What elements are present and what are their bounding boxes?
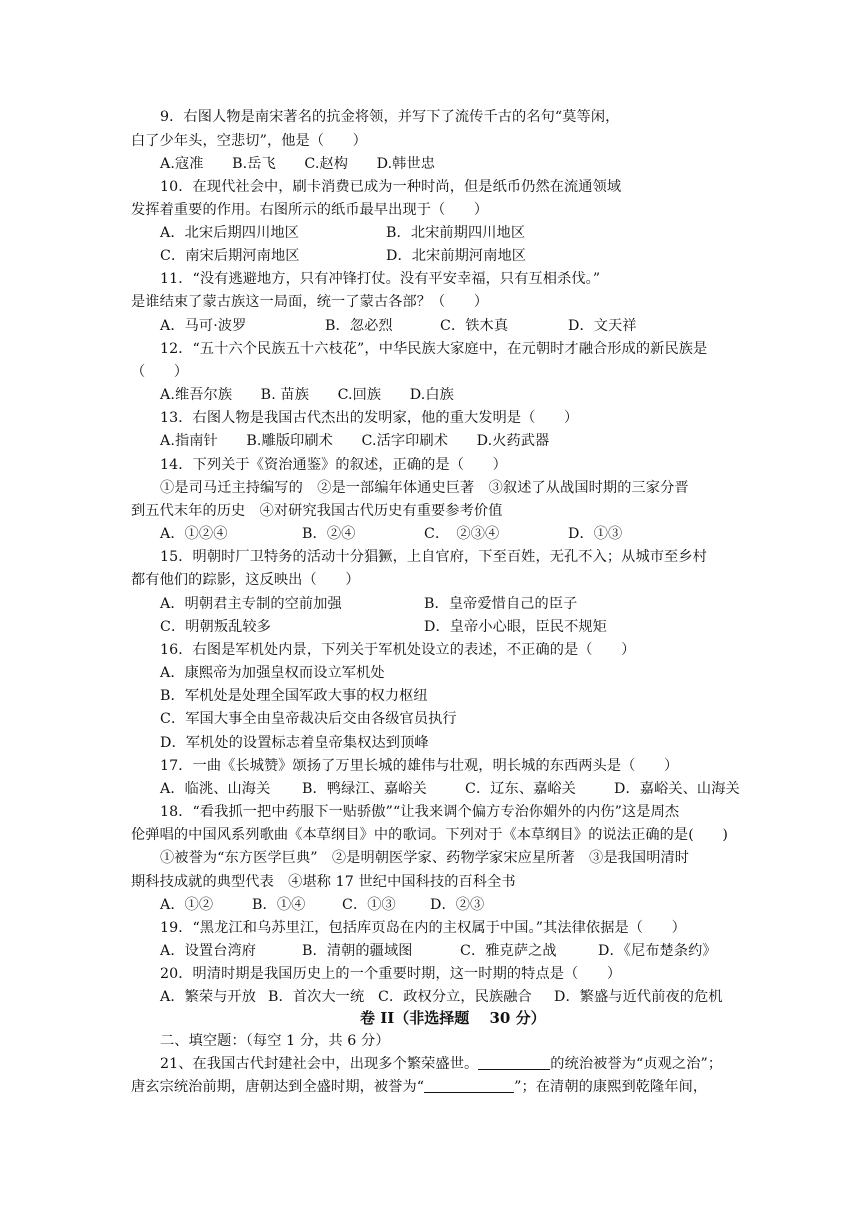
q14-option-a: A．①②④ xyxy=(160,526,228,542)
q11-option-b: B．忽必烈 xyxy=(325,318,393,334)
q11-stem-line1: 11．“没有逃避地方，只有冲锋打仗。没有平安幸福，只有互相杀伐。” xyxy=(160,271,601,287)
q19-stem-line1: 19．“黑龙江和乌苏里江，包括库页岛在内的主权属于中国。”其法律依据是（ ） xyxy=(160,920,686,936)
q10-option-b: B．北宋前期四川地区 xyxy=(386,225,526,241)
q18-option-c: C．①③ xyxy=(342,897,396,913)
q16-option-b: B．军机处是处理全国军政大事的权力枢纽 xyxy=(160,688,428,704)
q12-stem-line2: （ ） xyxy=(131,364,189,380)
q16-option-d: D．军机处的设置标志着皇帝集权达到顶峰 xyxy=(160,735,429,751)
q16-option-a: A．康熙帝为加强皇权而设立军机处 xyxy=(160,665,385,681)
q10-option-a: A．北宋后期四川地区 xyxy=(160,225,299,241)
q18-stem-line4: 期科技成就的典型代表 ④堪称 17 世纪中国科技的百科全书 xyxy=(131,874,516,890)
q10-option-d: D．北宋前期河南地区 xyxy=(386,248,527,264)
q11-option-a: A．马可·波罗 xyxy=(160,318,247,334)
q20-option-b: B．首次大一统 xyxy=(268,989,365,1005)
q16-option-c: C．军国大事全由皇帝裁决后交由各级官员执行 xyxy=(160,711,457,727)
q14-stem-line2: ①是司马迁主持编写的 ②是一部编年体通史巨著 ③叙述了从战国时期的三家分晋 xyxy=(160,480,689,496)
q21-line1-part-b: 的统治被誉为“贞观之治”； xyxy=(550,1056,723,1072)
q14-option-c: C． ②③④ xyxy=(424,526,500,542)
q14-option-d: D．①③ xyxy=(568,526,623,542)
q15-stem-line2: 都有他们的踪影，这反映出（ ） xyxy=(131,572,360,588)
q17-option-b: B．鸭绿江、嘉峪关 xyxy=(302,781,427,797)
q19-option-b: B．清朝的疆域图 xyxy=(302,943,413,959)
q19-option-c: C．雅克萨之战 xyxy=(460,943,557,959)
q14-stem-line3: 到五代末年的历史 ④对研究我国古代历史有重要参考价值 xyxy=(131,503,503,519)
q14-stem-line1: 14．下列关于《资治通鉴》的叙述，正确的是（ ） xyxy=(160,457,507,473)
q15-option-b: B．皇帝爱惜自己的臣子 xyxy=(424,596,578,612)
q17-option-c: C．辽东、嘉峪关 xyxy=(465,781,576,797)
q15-option-c: C．明朝叛乱较多 xyxy=(160,619,271,635)
q20-option-c: C．政权分立，民族融合 xyxy=(378,989,532,1005)
q10-option-c: C．南宋后期河南地区 xyxy=(160,248,300,264)
q18-stem-line3: ①被誉为“东方医学巨典” ②是明朝医学家、药物学家宋应星所著 ③是我国明清时 xyxy=(160,850,690,866)
q19-option-a: A．设置台湾府 xyxy=(160,943,257,959)
q20-option-d: D．繁盛与近代前夜的危机 xyxy=(554,989,723,1005)
q18-stem-line1: 18．“看我抓一把中药服下一贴骄傲”“让我来调个偏方专治你媚外的内伤”这是周杰 xyxy=(160,804,680,820)
q12-stem-line1: 12．“五十六个民族五十六枝花”，中华民族大家庭中，在元朝时才融合形成的新民族是 xyxy=(160,341,708,357)
q13-stem-line1: 13．右图人物是我国古代杰出的发明家，他的重大发明是（ ） xyxy=(160,410,579,426)
q21-line2-part-b: ”；在清朝的康熙到乾隆年间， xyxy=(514,1079,708,1095)
q21-line1-part-a: 21、在我国古代封建社会中，出现多个繁荣盛世。 xyxy=(160,1056,479,1072)
q9-options: A.寇准 B.岳飞 C.赵构 D.韩世忠 xyxy=(160,156,436,172)
q14-option-b: B．②④ xyxy=(302,526,356,542)
q18-option-a: A．①② xyxy=(160,897,214,913)
q16-stem-line1: 16．右图是军机处内景，下列关于军机处设立的表述，不正确的是（ ） xyxy=(160,642,636,658)
q21-line1 xyxy=(160,1055,722,1073)
q21-line2-part-a: 唐玄宗统治前期，唐朝达到全盛时期，被誉为“ xyxy=(131,1079,425,1095)
q10-stem-line2: 发挥着重要的作用。右图所示的纸币最早出现于（ ） xyxy=(131,202,489,218)
q19-option-d: D．《尼布楚条约》 xyxy=(598,943,717,959)
q13-options: A.指南针 B.雕版印刷术 C.活字印刷术 D.火药武器 xyxy=(160,433,550,449)
q18-stem-line2: 伦弹唱的中国风系列歌曲《本草纲目》中的歌词。下列对于《本草纲目》的说法正确的是( ) xyxy=(131,827,729,843)
blank-1[interactable] xyxy=(478,1055,550,1070)
q11-option-d: D．文天祥 xyxy=(568,318,637,334)
q10-stem-line1: 10．在现代社会中，刷卡消费已成为一种时尚，但是纸币仍然在流通领域 xyxy=(160,179,622,195)
q20-option-a: A．繁荣与开放 xyxy=(160,989,257,1005)
q11-stem-line2: 是谁结束了蒙古族这一局面，统一了蒙古各部？（ ） xyxy=(131,294,489,310)
fill-in-part-heading: 二、填空题：（每空 1 分，共 6 分） xyxy=(160,1033,390,1049)
q15-option-a: A．明朝君主专制的空前加强 xyxy=(160,596,342,612)
q15-stem-line1: 15．明朝时厂卫特务的活动十分猖獗，上自官府，下至百姓，无孔不入；从城市至乡村 xyxy=(160,549,707,565)
q18-option-d: D．②③ xyxy=(430,897,485,913)
q17-option-d: D．嘉峪关、山海关 xyxy=(614,781,740,797)
q15-option-d: D．皇帝小心眼，臣民不规矩 xyxy=(424,619,607,635)
q20-stem-line1: 20．明清时期是我国历史上的一个重要时期，这一时期的特点是（ ） xyxy=(160,966,622,982)
q18-option-b: B．①④ xyxy=(252,897,306,913)
q12-options: A.维吾尔族 B. 苗族 C.回族 D.白族 xyxy=(160,387,454,403)
q17-stem-line1: 17．一曲《长城赞》颂扬了万里长城的雄伟与壮观，明长城的东西两头是（ ） xyxy=(160,758,679,774)
q17-option-a: A．临洮、山海关 xyxy=(160,781,271,797)
blank-2[interactable] xyxy=(424,1078,514,1093)
q11-option-c: C．铁木真 xyxy=(440,318,509,334)
section-2-title: 卷 II（非选择题 30 分） xyxy=(360,1009,546,1027)
q9-stem-line1: 9．右图人物是南宋著名的抗金将领，并写下了流传千古的名句“莫等闲， xyxy=(160,109,620,125)
q21-line2 xyxy=(131,1078,707,1096)
q9-stem-line2: 白了少年头，空悲切”，他是（ ） xyxy=(131,133,367,149)
